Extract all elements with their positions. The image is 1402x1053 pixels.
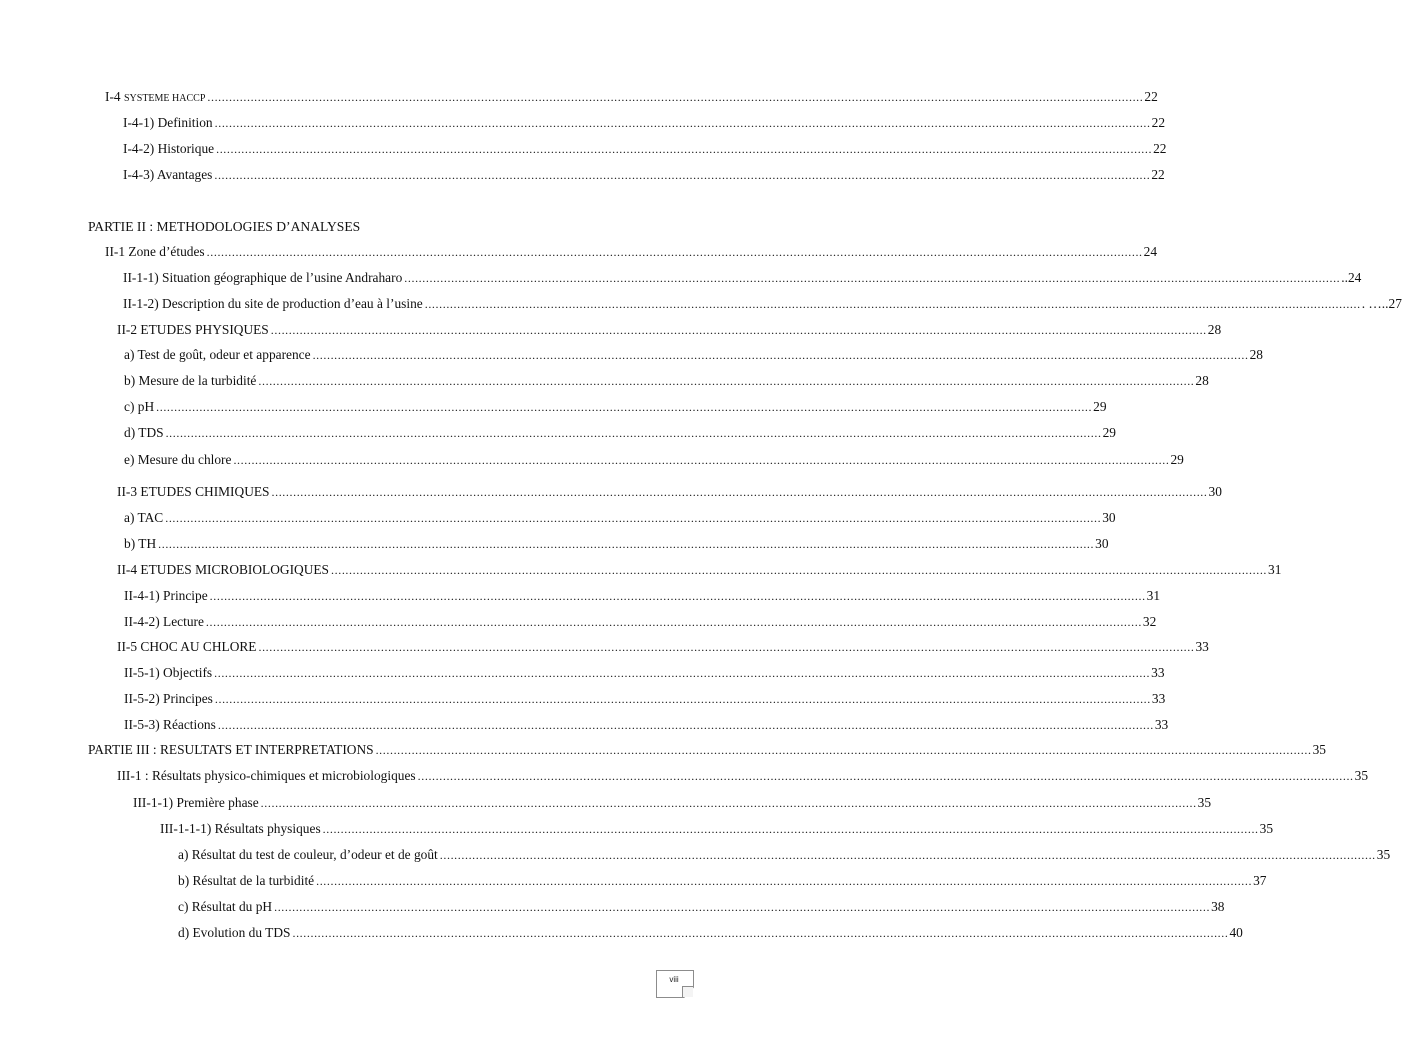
- toc-leader-dots: ....................................................................................................................................................................................................................................................................: [233, 453, 1170, 467]
- toc-entry[interactable]: [124, 398, 1107, 416]
- toc-entry-page: 35: [1259, 821, 1274, 836]
- toc-entry[interactable]: [124, 664, 1165, 682]
- toc-entry-label: II-1-1) Situation géographique de l’usine Andraharo: [123, 270, 403, 285]
- toc-entry-label: I-4-1) Definition: [123, 115, 213, 130]
- toc-entry-label: II-2 ETUDES PHYSIQUES: [117, 322, 269, 337]
- toc-entry-label: PARTIE III : RESULTATS ET INTERPRETATIONS: [88, 742, 374, 757]
- toc-entry-page: 29: [1102, 425, 1116, 440]
- toc-entry-label: II-5-3) Réactions: [124, 717, 216, 732]
- toc-entry[interactable]: [117, 321, 1222, 339]
- toc-entry-page: ..24: [1341, 270, 1362, 285]
- toc-leader-dots: ....................................................................................................................................................................................................................................................................: [156, 400, 1093, 414]
- toc-entry-page: 22: [1153, 141, 1167, 156]
- toc-entry-page: 24: [1143, 244, 1158, 259]
- toc-leader-dots: ....................................................................................................................................................................................................................................................................: [209, 589, 1146, 603]
- toc-entry[interactable]: [124, 587, 1161, 605]
- toc-entry-label: c) Résultat du pH: [178, 899, 273, 914]
- toc-entry-label: II-5-1) Objectifs: [124, 665, 213, 680]
- toc-leader-dots: ....................................................................................................................................................................................................................................................................: [217, 718, 1154, 732]
- toc-entry-page: 28: [1249, 347, 1263, 362]
- toc-entry[interactable]: [123, 166, 1165, 184]
- toc-leader-dots: ....................................................................................................................................................................................................................................................................: [258, 374, 1195, 388]
- toc-entry[interactable]: [178, 898, 1225, 916]
- toc-entry-label: b) Mesure de la turbidité: [124, 373, 257, 388]
- toc-entry[interactable]: [105, 88, 1158, 106]
- toc-entry[interactable]: [160, 820, 1274, 838]
- toc-entry[interactable]: [178, 872, 1267, 890]
- toc-entry-page: . …..27: [1361, 296, 1402, 311]
- toc-leader-dots: ....................................................................................................................................................................................................................................................................: [439, 848, 1376, 862]
- toc-entry-label: a) Test de goût, odeur et apparence: [124, 347, 311, 362]
- toc-leader-dots: ....................................................................................................................................................................................................................................................................: [331, 563, 1268, 577]
- toc-entry-page: 29: [1170, 452, 1184, 467]
- toc-entry-page: 40: [1229, 925, 1243, 940]
- toc-leader-dots: ....................................................................................................................................................................................................................................................................: [214, 168, 1151, 182]
- toc-entry-label: a) Résultat du test de couleur, d’odeur et de goût: [178, 847, 438, 862]
- toc-leader-dots: ....................................................................................................................................................................................................................................................................: [312, 348, 1249, 362]
- toc-entry-page: 22: [1151, 167, 1165, 182]
- toc-leader-dots: ....................................................................................................................................................................................................................................................................: [214, 116, 1151, 130]
- toc-entry-page: 35: [1312, 742, 1326, 757]
- toc-entry-label: d) Evolution du TDS: [178, 925, 291, 940]
- toc-leader-dots: ....................................................................................................................................................................................................................................................................: [316, 874, 1253, 888]
- toc-entry-label: e) Mesure du chlore: [124, 452, 232, 467]
- toc-entry-label: III-1 : Résultats physico-chimiques et microbiologiques: [117, 768, 416, 783]
- toc-entry-page: 31: [1146, 588, 1161, 603]
- toc-leader-dots: ....................................................................................................................................................................................................................................................................: [258, 640, 1195, 654]
- page-curl-icon: [682, 986, 693, 997]
- toc-entry-label: b) TH: [124, 536, 157, 551]
- toc-entry-page: 29: [1093, 399, 1107, 414]
- toc-entry-label: II-5-2) Principes: [124, 691, 213, 706]
- toc-entry-page: 33: [1151, 665, 1165, 680]
- toc-entry-page: 35: [1354, 768, 1369, 783]
- toc-leader-dots: ....................................................................................................................................................................................................................................................................: [417, 769, 1354, 783]
- toc-entry-page: 28: [1195, 373, 1209, 388]
- toc-leader-dots: ....................................................................................................................................................................................................................................................................: [375, 743, 1312, 757]
- toc-entry-label: [105, 88, 207, 108]
- toc-entry-page: 30: [1095, 536, 1109, 551]
- toc-entry[interactable]: [117, 561, 1282, 579]
- toc-entry[interactable]: [124, 424, 1116, 442]
- toc-entry-label: III-1-1-1) Résultats physiques: [160, 821, 321, 836]
- toc-leader-dots: ....................................................................................................................................................................................................................................................................: [165, 426, 1102, 440]
- toc-entry[interactable]: [178, 846, 1391, 864]
- toc-entry[interactable]: [123, 114, 1166, 132]
- toc-leader-dots: ....................................................................................................................................................................................................................................................................: [270, 323, 1207, 337]
- toc-entry[interactable]: [123, 295, 1402, 313]
- toc-entry[interactable]: [117, 483, 1222, 501]
- toc-entry[interactable]: [124, 613, 1157, 631]
- toc-leader-dots: ....................................................................................................................................................................................................................................................................: [404, 271, 1341, 285]
- toc-entry[interactable]: [124, 716, 1169, 734]
- toc-entry-page: 30: [1102, 510, 1116, 525]
- toc-entry-label: I-4-3) Avantages: [123, 167, 213, 182]
- toc-entry-label: III-1-1) Première phase: [133, 795, 259, 810]
- toc-entry-label: II-5 CHOC AU CHLORE: [117, 639, 257, 654]
- toc-entry[interactable]: [178, 924, 1243, 942]
- part-heading: PARTIE II : METHODOLOGIES D’ANALYSES: [88, 219, 361, 234]
- toc-entry-page: 35: [1376, 847, 1391, 862]
- toc-entry-label: II-4-2) Lecture: [124, 614, 204, 629]
- toc-entry-page: 38: [1211, 899, 1225, 914]
- toc-entry[interactable]: [117, 767, 1369, 785]
- toc-entry-label: b) Résultat de la turbidité: [178, 873, 315, 888]
- toc-leader-dots: ....................................................................................................................................................................................................................................................................: [292, 926, 1229, 940]
- page-number: viii: [669, 975, 679, 984]
- toc-entry[interactable]: [133, 794, 1212, 812]
- toc-leader-dots: ....................................................................................................................................................................................................................................................................: [205, 615, 1142, 629]
- toc-leader-dots: ....................................................................................................................................................................................................................................................................: [214, 666, 1151, 680]
- toc-leader-dots: ....................................................................................................................................................................................................................................................................: [322, 822, 1259, 836]
- toc-entry-label: II-4 ETUDES MICROBIOLOGIQUES: [117, 562, 330, 577]
- toc-leader-dots: ....................................................................................................................................................................................................................................................................: [206, 245, 1143, 259]
- toc-entry-page: 30: [1208, 484, 1222, 499]
- toc-entry[interactable]: [124, 346, 1263, 364]
- toc-entry-page: 33: [1195, 639, 1209, 654]
- toc-leader-dots: ....................................................................................................................................................................................................................................................................: [271, 485, 1208, 499]
- toc-leader-dots: ....................................................................................................................................................................................................................................................................: [216, 142, 1153, 156]
- toc-leader-dots: ....................................................................................................................................................................................................................................................................: [207, 90, 1144, 104]
- toc-entry[interactable]: [123, 269, 1362, 287]
- toc-entry-label: II-4-1) Principe: [124, 588, 208, 603]
- toc-entry-page: 35: [1197, 795, 1212, 810]
- toc-entry-page: 28: [1207, 322, 1222, 337]
- toc-entry-page: 22: [1144, 89, 1158, 104]
- toc-entry-page: 22: [1151, 115, 1166, 130]
- toc-entry-page: 31: [1268, 562, 1282, 577]
- toc-entry-page: 37: [1253, 873, 1267, 888]
- toc-entry-label: II-1 Zone d’études: [105, 244, 205, 259]
- toc-leader-dots: ....................................................................................................................................................................................................................................................................: [214, 692, 1151, 706]
- toc-entry-label: II-3 ETUDES CHIMIQUES: [117, 484, 270, 499]
- toc-entry[interactable]: [124, 509, 1116, 527]
- toc-leader-dots: ....................................................................................................................................................................................................................................................................: [158, 537, 1095, 551]
- toc-entry-label: c) pH: [124, 399, 155, 414]
- toc-leader-dots: ....................................................................................................................................................................................................................................................................: [260, 796, 1197, 810]
- toc-entry-page: 32: [1142, 614, 1157, 629]
- toc-entry[interactable]: [124, 372, 1209, 390]
- toc-entry-small-caps: SYSTEME HACCP: [123, 93, 206, 104]
- toc-entry[interactable]: [88, 741, 1326, 759]
- toc-entry[interactable]: [124, 451, 1184, 469]
- toc-entry-prefix: I-4: [105, 89, 124, 104]
- toc-leader-dots: ....................................................................................................................................................................................................................................................................: [165, 511, 1102, 525]
- toc-entry[interactable]: [117, 638, 1209, 656]
- toc-entry[interactable]: [105, 243, 1158, 261]
- toc-entry-page: 33: [1151, 691, 1166, 706]
- toc-leader-dots: ....................................................................................................................................................................................................................................................................: [424, 297, 1361, 311]
- toc-entry[interactable]: [124, 690, 1166, 708]
- toc-entry-label: I-4-2) Historique: [123, 141, 215, 156]
- toc-entry[interactable]: [124, 535, 1109, 553]
- toc-entry-label: II-1-2) Description du site de production d’eau à l’usine: [123, 296, 423, 311]
- toc-entry-label: d) TDS: [124, 425, 164, 440]
- toc-entry[interactable]: [123, 140, 1167, 158]
- toc-entry-label: a) TAC: [124, 510, 164, 525]
- toc-entry-page: 33: [1154, 717, 1169, 732]
- toc-leader-dots: ....................................................................................................................................................................................................................................................................: [274, 900, 1211, 914]
